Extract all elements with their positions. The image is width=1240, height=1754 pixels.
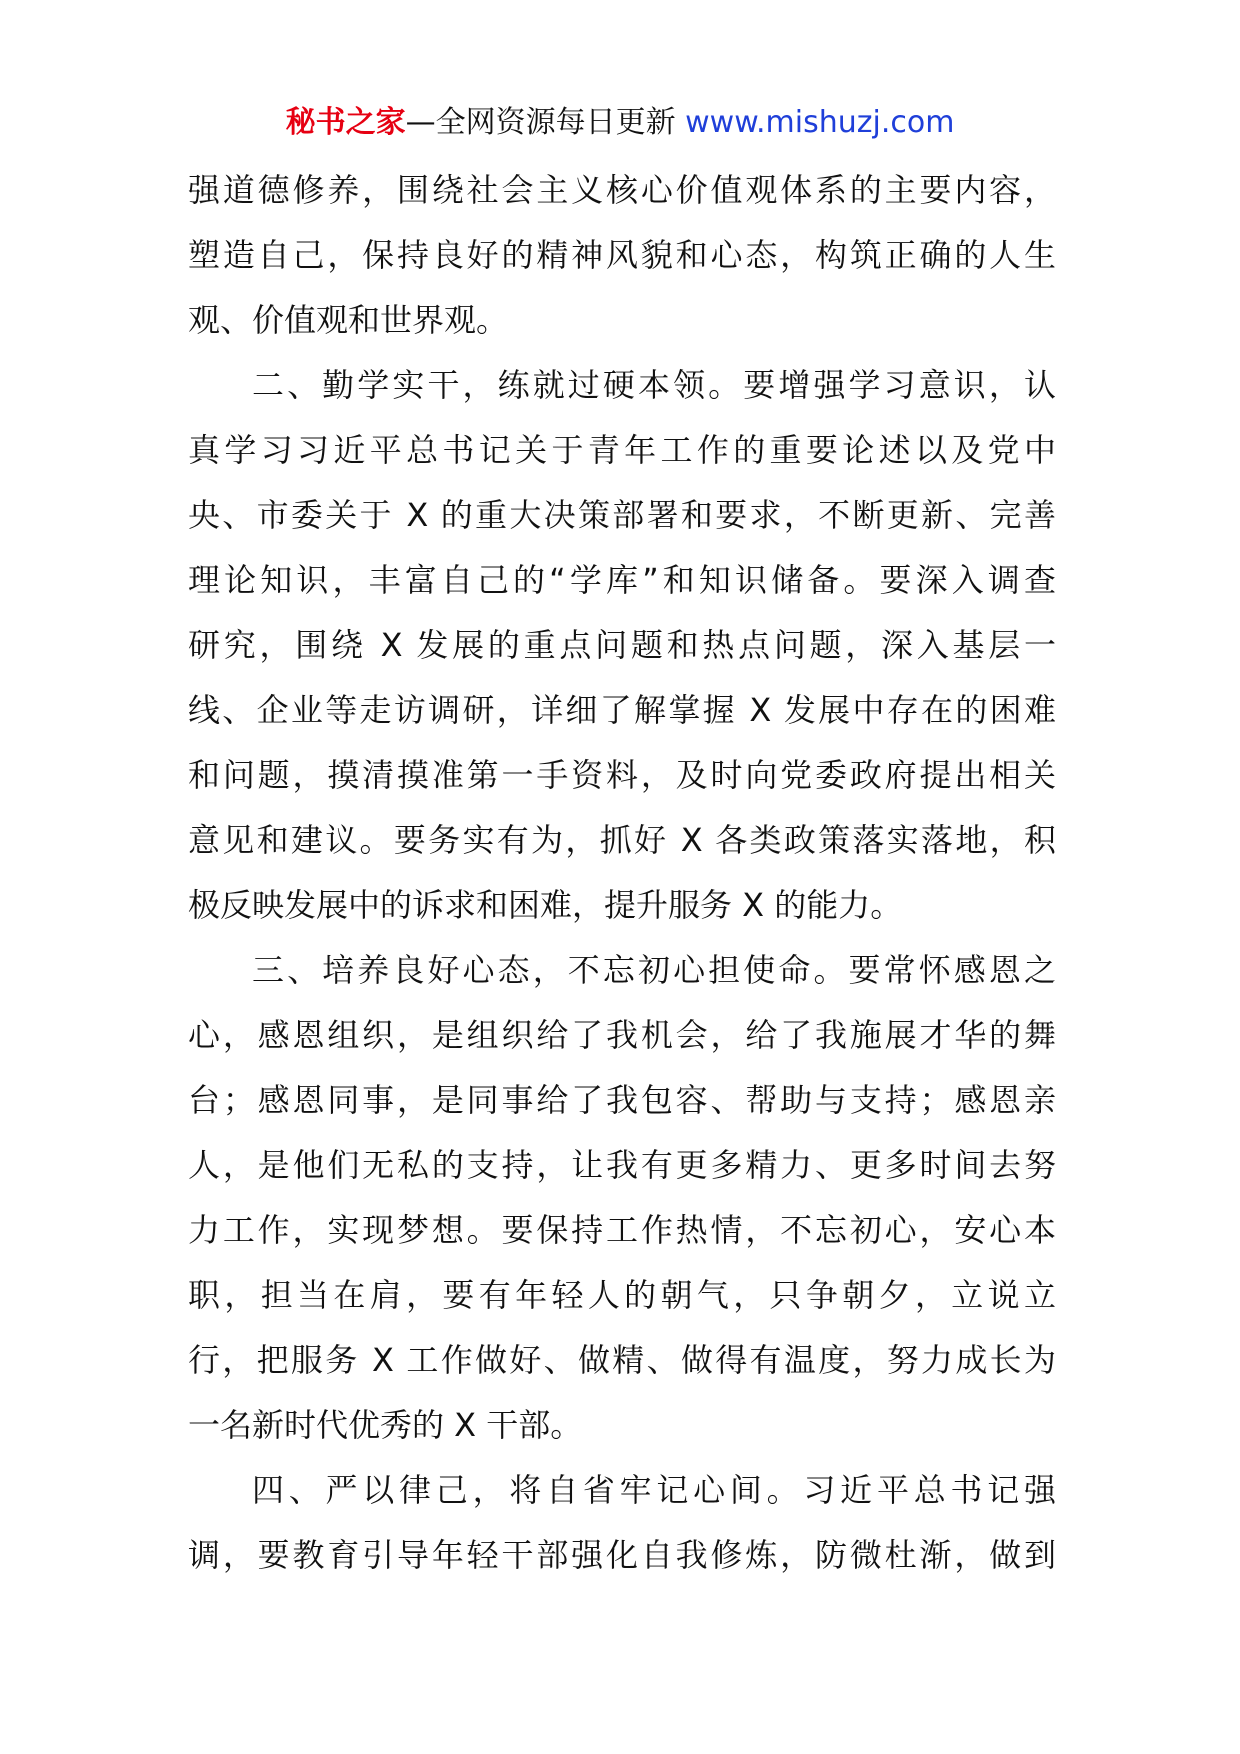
text-line: 调，要教育引导年轻干部强化自我修炼，防微杜渐，做到 bbox=[188, 1536, 1056, 1574]
text-line: 人，是他们无私的支持，让我有更多精力、更多时间去努 bbox=[188, 1146, 1056, 1184]
text-line: 和问题，摸清摸准第一手资料，及时向党委政府提出相关 bbox=[188, 756, 1056, 794]
text-line: 台；感恩同事，是同事给了我包容、帮助与支持；感恩亲 bbox=[188, 1081, 1056, 1119]
brand-name: 秘书之家 bbox=[285, 105, 406, 140]
text-line: 强道德修养，围绕社会主义核心价值观体系的主要内容， bbox=[188, 171, 1056, 209]
text-line: 心，感恩组织，是组织给了我机会，给了我施展才华的舞 bbox=[188, 1016, 1056, 1054]
text-line: 塑造自己，保持良好的精神风貌和心态，构筑正确的人生 bbox=[188, 236, 1056, 274]
document-body bbox=[188, 158, 1056, 1588]
text-line: 理论知识，丰富自己的“学库”和知识储备。要深入调查 bbox=[188, 561, 1056, 599]
banner-slogan: —全网资源每日更新 bbox=[405, 105, 676, 140]
text-line: 极反映发展中的诉求和困难，提升服务 X 的能力。 bbox=[188, 886, 903, 924]
text-line: 观、价值观和世界观。 bbox=[188, 301, 509, 339]
text-line: 真学习习近平总书记关于青年工作的重要论述以及党中 bbox=[188, 431, 1056, 469]
site-url-link[interactable]: www.mishuzj.com bbox=[685, 105, 955, 140]
text-line: 研究，围绕 X 发展的重点问题和热点问题，深入基层一 bbox=[188, 626, 1056, 664]
text-line: 行，把服务 X 工作做好、做精、做得有温度，努力成长为 bbox=[188, 1341, 1056, 1379]
section-3-heading-line: 三、培养良好心态，不忘初心担使命。要常怀感恩之 bbox=[252, 951, 1056, 989]
text-line: 意见和建议。要务实有为，抓好 X 各类政策落实落地，积 bbox=[188, 821, 1056, 859]
section-4-heading-line: 四、严以律己，将自省牢记心间。习近平总书记强 bbox=[252, 1471, 1056, 1509]
site-banner bbox=[0, 100, 1240, 146]
text-line: 一名新时代优秀的 X 干部。 bbox=[188, 1406, 583, 1444]
text-line: 职，担当在肩，要有年轻人的朝气，只争朝夕，立说立 bbox=[188, 1276, 1056, 1314]
section-2-heading-line: 二、勤学实干，练就过硬本领。要增强学习意识，认 bbox=[252, 366, 1056, 404]
text-line: 央、市委关于 X 的重大决策部署和要求，不断更新、完善 bbox=[188, 496, 1056, 534]
text-line: 力工作，实现梦想。要保持工作热情，不忘初心，安心本 bbox=[188, 1211, 1056, 1249]
text-line: 线、企业等走访调研，详细了解掌握 X 发展中存在的困难 bbox=[188, 691, 1056, 729]
